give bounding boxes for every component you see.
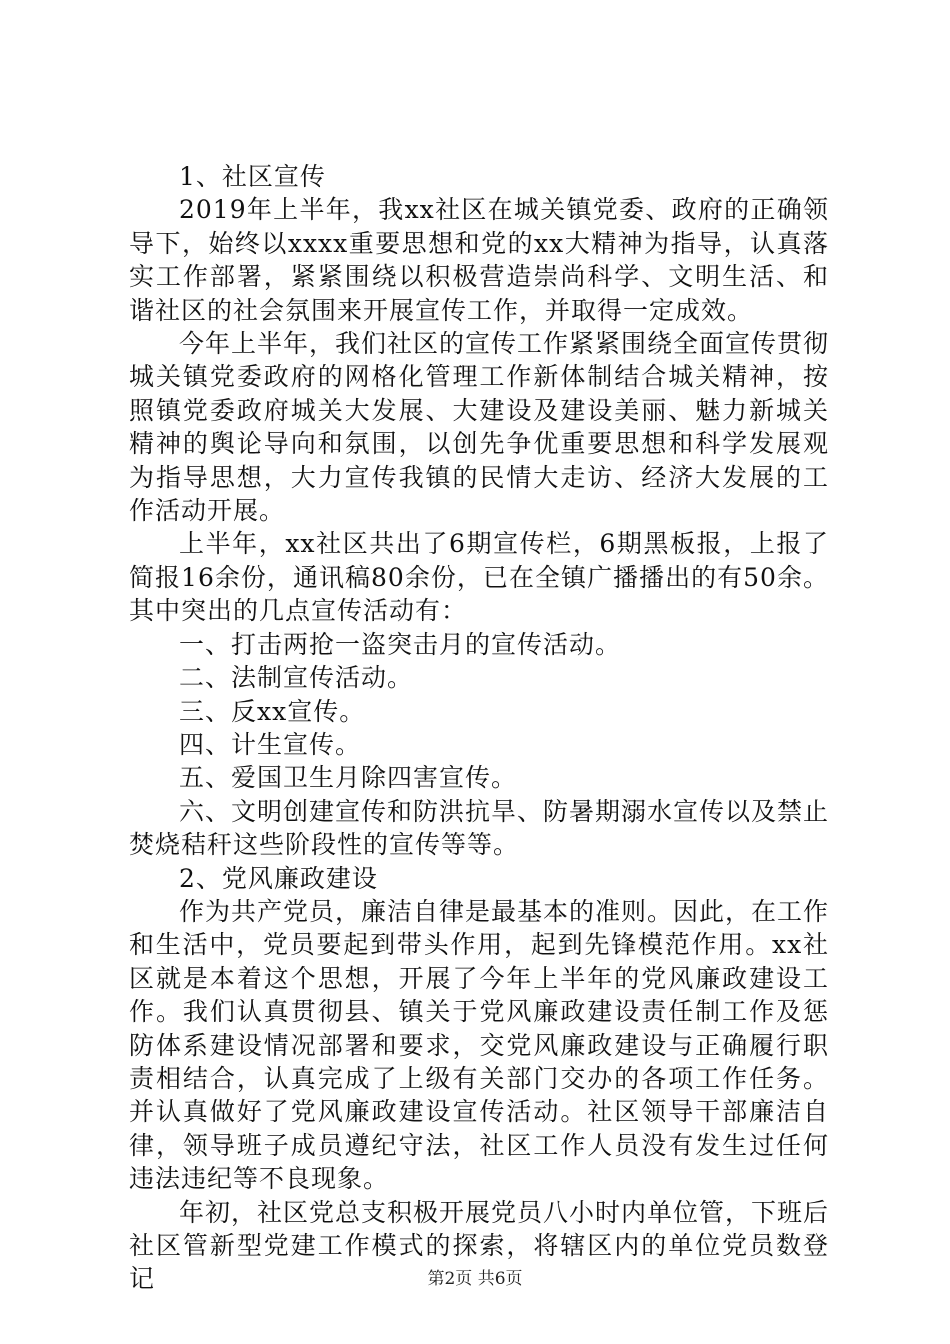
list-item: 四、计生宣传。 <box>179 729 362 759</box>
paragraph: 年初，社区党总支积极开展党员八小时内单位管，下班后社区管新型党建工作模式的探索，将辖区内的单位党员数登记 <box>129 1197 830 1294</box>
paragraph: 上半年，xx社区共出了6期宣传栏，6期黑板报，上报了简报16余份，通讯稿80余份，已在全镇广播播出的有50余。其中突出的几点宣传活动有： <box>129 529 829 626</box>
list-item: 五、爱国卫生月除四害宣传。 <box>179 763 518 793</box>
page-number-footer: 第2页 共6页 <box>427 1269 523 1289</box>
list-item: 一、打击两抢一盗突击月的宣传活动。 <box>179 629 622 659</box>
paragraph: 今年上半年，我们社区的宣传工作紧紧围绕全面宣传贯彻城关镇党委政府的网格化管理工作新体制结合城关精神，按照镇党委政府城关大发展、大建设及建设美丽、魅力新城关精神的舆论导向和氛围，以创先争优重要思想和科学发展观为指导思想，大力宣传我镇的民情大走访、经济大发展的工作活动开展。 <box>129 329 830 526</box>
section-heading-1: 1、社区宣传 <box>179 162 326 191</box>
paragraph: 作为共产党员，廉洁自律是最基本的准则。因此，在工作和生活中，党员要起到带头作用，起到先锋模范作用。xx社区就是本着这个思想，开展了今年上半年的党风廉政建设工作。我们认真贯彻县、镇关于党风廉政建设责任制工作及惩防体系建设情况部署和要求，交党风廉政建设与正确履行职责相结合，认真完成了上级有关部门交办的各项工作任务。并认真做好了党风廉政建设宣传活动。社区领导干部廉洁自律，领导班子成员遵纪守法，社区工作人员没有发生过任何违法违纪等不良现象。 <box>129 896 830 1194</box>
paragraph: 2019年上半年，我xx社区在城关镇党委、政府的正确领导下，始终以xxxx重要思想和党的xx大精神为指导，认真落实工作部署，紧紧围绕以积极营造崇尚科学、文明生活、和谐社区的社会氛围来开展宣传工作，并取得一定成效。 <box>129 195 829 325</box>
list-item: 三、反xx宣传。 <box>179 696 366 726</box>
list-item: 六、文明创建宣传和防洪抗旱、防暑期溺水宣传以及禁止焚烧秸秆这些阶段性的宣传等等。 <box>129 796 830 860</box>
section-heading-2: 2、党风廉政建设 <box>179 863 378 893</box>
document-body <box>129 160 829 1296</box>
list-item: 二、法制宣传活动。 <box>179 663 414 693</box>
